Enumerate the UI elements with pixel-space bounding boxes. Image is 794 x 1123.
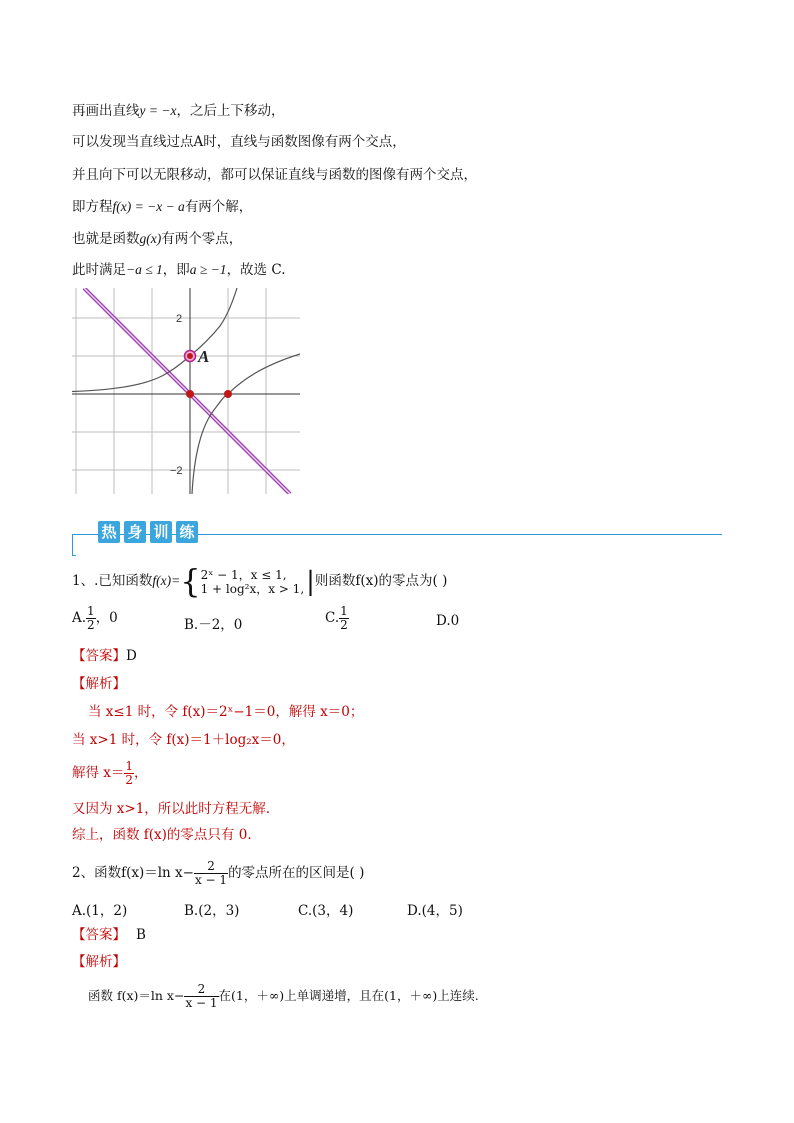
question-1 <box>72 562 448 601</box>
intersection-point-origin <box>186 390 194 398</box>
q1-answer <box>72 647 137 665</box>
math-expression: a ≥ −1 <box>189 262 227 277</box>
q2-option-c[interactable]: C.(3，4) <box>298 903 354 919</box>
answer-value: D <box>126 648 137 664</box>
fraction <box>339 605 349 632</box>
option-label: A. <box>72 610 87 626</box>
numerator: 1 <box>87 604 95 618</box>
denominator: x − 1 <box>194 873 228 887</box>
intro-line-4 <box>72 198 252 216</box>
piecewise-definition <box>201 568 305 596</box>
numerator: 2 <box>184 983 218 997</box>
q1-solution-line-2: 当 x>1 时，令 f(x)＝1＋log₂x＝0， <box>72 732 295 748</box>
y-tick-label-top: 2 <box>176 313 183 325</box>
banner-char: 身 <box>124 521 146 543</box>
banner-rule-vertical <box>72 534 73 556</box>
intro-line-2: 可以发现当直线过点A时，直线与函数图像有两个交点， <box>72 134 406 150</box>
intersection-point-right <box>224 390 232 398</box>
intro-line-1 <box>72 102 284 120</box>
option-text: ，0 <box>95 610 118 626</box>
math-expression: −a ≤ 1 <box>126 262 163 277</box>
point-A <box>187 353 193 359</box>
fraction <box>194 860 228 887</box>
banner-title <box>98 521 198 543</box>
text: ，之后上下移动， <box>176 103 285 119</box>
q2-option-b[interactable]: B.(2，3) <box>184 903 240 919</box>
banner-char: 练 <box>176 521 198 543</box>
answer-value: B <box>136 927 146 943</box>
intro-line-5 <box>72 230 242 248</box>
brace-close: | <box>306 566 315 597</box>
math-expression: g(x) <box>139 231 162 246</box>
question-2 <box>72 858 364 888</box>
fraction <box>86 605 96 632</box>
function-graph <box>72 288 300 494</box>
text: 即方程 <box>72 199 113 215</box>
question-text: 的零点所在的区间是( ) <box>228 865 365 881</box>
answer-label: 【答案】 <box>72 927 126 943</box>
q2-analysis-label: 【解析】 <box>72 954 126 970</box>
text: 此时满足 <box>72 262 126 278</box>
banner-char: 训 <box>150 521 172 543</box>
numerator: 1 <box>125 759 134 773</box>
intro-line-3: 并且向下可以无限移动，都可以保证直线与函数的图像有两个交点， <box>72 167 477 183</box>
q1-solution-line-3 <box>72 758 148 788</box>
fraction <box>184 983 218 1010</box>
q1-option-c[interactable] <box>325 605 349 632</box>
denominator: 2 <box>340 618 348 632</box>
text: ，即 <box>162 262 190 278</box>
denominator: x − 1 <box>185 996 218 1010</box>
q2-solution-line-1 <box>88 980 479 1012</box>
numerator: 1 <box>340 604 348 618</box>
section-banner-warmup <box>72 518 722 558</box>
text: 有两个解， <box>184 199 253 215</box>
text: 再画出直线 <box>72 103 140 119</box>
denominator: 2 <box>87 618 95 632</box>
y-tick-label-bottom: −2 <box>170 465 183 477</box>
banner-rule-tick <box>72 555 76 556</box>
q1-solution-line-1: 当 x≤1 时，令 f(x)＝2ˣ−1＝0，解得 x＝0； <box>88 704 364 720</box>
text: 有两个零点， <box>161 231 243 247</box>
q1-option-d[interactable]: D.0 <box>436 613 460 629</box>
piece-2: 1 + log²x，x > 1, <box>200 581 305 596</box>
solution-text: ， <box>134 765 148 781</box>
denominator: 2 <box>125 773 134 787</box>
banner-char: 热 <box>98 521 120 543</box>
option-label: C. <box>325 610 340 626</box>
text: ，故选 C. <box>226 262 286 278</box>
curve-logarithm <box>192 354 300 494</box>
fraction <box>124 760 134 787</box>
answer-label: 【答案】 <box>72 648 126 664</box>
solution-text: 在(1，＋∞)上单调递增，且在(1，＋∞)上连续. <box>218 988 479 1003</box>
q1-option-b[interactable]: B.－2，0 <box>184 617 243 633</box>
brace: { <box>180 562 201 601</box>
q2-answer <box>72 926 146 944</box>
solution-text: 函数 f(x)＝ln x− <box>88 988 185 1003</box>
math-expression: f(x)= <box>152 573 181 588</box>
solution-text: 解得 x＝ <box>72 765 125 781</box>
numerator: 2 <box>194 860 228 874</box>
q1-option-a[interactable] <box>72 605 118 632</box>
intro-line-6 <box>72 261 286 279</box>
point-A-label: A <box>198 347 210 366</box>
piece-1: 2ˣ − 1，x ≤ 1, <box>200 567 287 582</box>
text: 也就是函数 <box>72 231 140 247</box>
q1-solution-line-4: 又因为 x>1，所以此时方程无解. <box>72 801 271 817</box>
q1-analysis-label: 【解析】 <box>72 676 126 692</box>
question-text: 则函数f(x)的零点为( ) <box>314 573 448 589</box>
q2-option-a[interactable]: A.(1，2) <box>72 903 128 919</box>
question-text: 2、函数f(x)＝ln x− <box>72 865 194 881</box>
line-y-neg-x <box>84 288 290 494</box>
math-expression: y = −x <box>139 103 177 118</box>
q2-option-d[interactable]: D.(4，5) <box>407 903 463 919</box>
q1-solution-line-5: 综上，函数 f(x)的零点只有 0. <box>72 827 252 843</box>
question-text: 1、.已知函数 <box>72 573 153 589</box>
math-expression: f(x) = −x − a <box>112 199 185 214</box>
